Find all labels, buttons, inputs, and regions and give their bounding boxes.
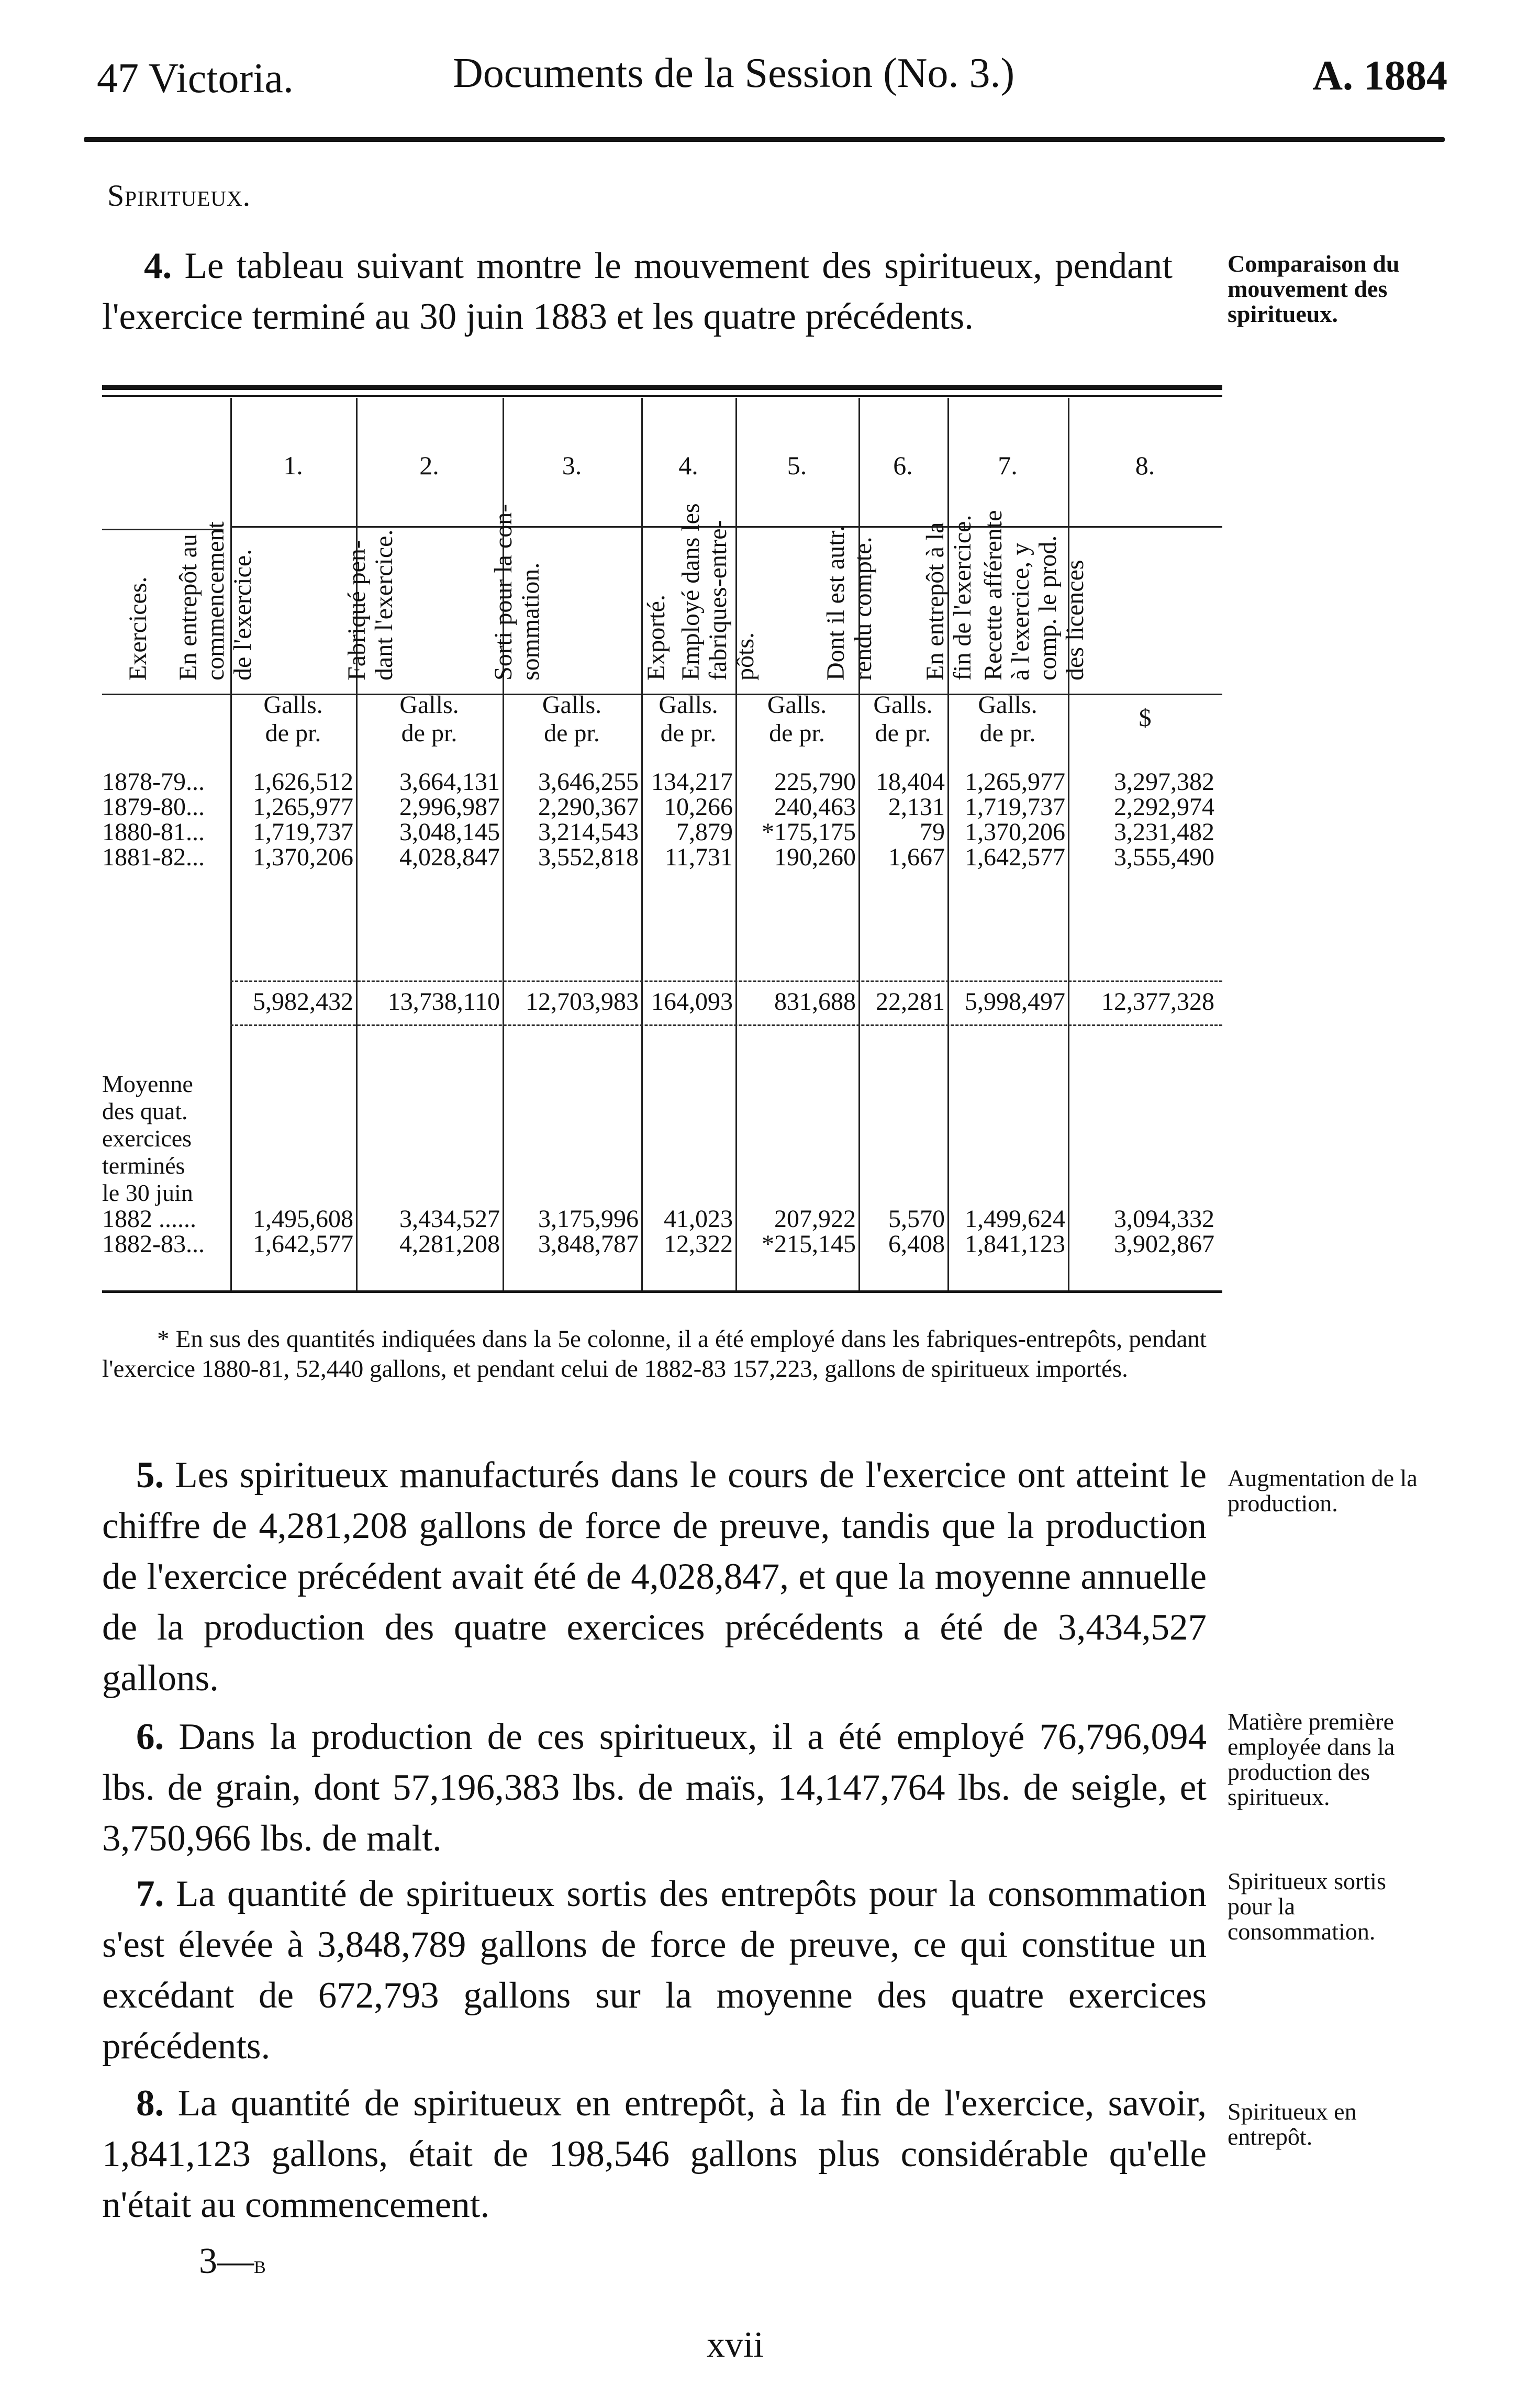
table-cell: 4,028,847 bbox=[399, 843, 500, 871]
table-cell: 13,738,110 bbox=[387, 988, 500, 1016]
unit-galls: Galls. bbox=[978, 691, 1038, 719]
margin-note-warehouse: Spiritueux en entrepôt. bbox=[1228, 2098, 1357, 2150]
unit-cell bbox=[858, 691, 947, 748]
table-cell: 2,131 bbox=[888, 793, 945, 821]
unit-proof: de pr. bbox=[660, 719, 717, 747]
table-cell: 3,434,527 bbox=[399, 1205, 500, 1233]
unit-galls: Galls. bbox=[873, 691, 933, 719]
row-year: 1878-79... bbox=[102, 768, 205, 796]
column-header-line: Employé dans les bbox=[677, 503, 705, 681]
paragraph-5 bbox=[102, 1450, 1207, 1704]
unit-proof: de pr. bbox=[401, 719, 458, 747]
table-cell: 1,495,608 bbox=[253, 1205, 353, 1233]
column-header-line: de l'exercice. bbox=[229, 549, 256, 681]
table-cell: 225,790 bbox=[774, 768, 856, 796]
table-cell: 1,841,123 bbox=[965, 1230, 1065, 1258]
table-cell: 1,642,577 bbox=[253, 1230, 353, 1258]
table-cell: 10,266 bbox=[664, 793, 733, 821]
table-cell: *175,175 bbox=[762, 818, 856, 846]
table-cell: 240,463 bbox=[774, 793, 856, 821]
table-cell: 1,719,737 bbox=[965, 793, 1065, 821]
unit-cell bbox=[356, 691, 503, 748]
unit-cell bbox=[503, 691, 641, 748]
table-cell: 164,093 bbox=[651, 988, 733, 1016]
average-label-line: des quat. bbox=[102, 1098, 188, 1124]
paragraph-text: Le tableau suivant montre le mouvement des spiritueux, pendant l'exercice terminé au 30 juin 1883 et les quatre précédents. bbox=[102, 246, 1173, 337]
column-divider bbox=[641, 398, 643, 1293]
table-cell: 5,570 bbox=[888, 1205, 945, 1233]
table-cell: 3,552,818 bbox=[538, 843, 639, 871]
paragraph-text: Les spiritueux manufacturés dans le cours de l'exercice ont atteint le chiffre de 4,281,208 gallons de force de preuve, tandis que la production de l'exercice précédent avait été de 4,028,847, et que la moyenne annuelle de la production des quatre exercices précédents a été de 3,434,527 gallons. bbox=[102, 1455, 1207, 1699]
table-cell: 18,404 bbox=[876, 768, 945, 796]
spirits-table bbox=[102, 385, 1228, 1296]
average-label-line: Moyenne bbox=[102, 1071, 193, 1097]
row-year: 1881-82... bbox=[102, 843, 205, 871]
table-cell: 6,408 bbox=[888, 1230, 945, 1258]
subtotal-rule bbox=[230, 1024, 1222, 1026]
column-header-line: rendu compte. bbox=[849, 537, 877, 681]
table-cell: 1,642,577 bbox=[965, 843, 1065, 871]
column-header-line: En entrepôt à la bbox=[921, 522, 949, 681]
paragraph-text: Dans la production de ces spiritueux, il a été employé 76,796,094 lbs. de grain, dont 57,196,383 lbs. de maïs, 14,147,764 lbs. de seigle, et 3,750,966 lbs. de malt. bbox=[102, 1716, 1207, 1859]
table-rule-bottom bbox=[102, 1290, 1222, 1293]
unit-cell bbox=[230, 691, 356, 748]
unit-proof: de pr. bbox=[769, 719, 825, 747]
unit-galls: Galls. bbox=[542, 691, 602, 719]
table-cell: 22,281 bbox=[876, 988, 945, 1016]
unit-proof: de pr. bbox=[875, 719, 931, 747]
unit-galls: Galls. bbox=[263, 691, 323, 719]
row-year: 1880-81... bbox=[102, 818, 205, 846]
unit-galls: Galls. bbox=[767, 691, 827, 719]
column-header-line: Exercices. bbox=[124, 576, 152, 681]
column-number: 3. bbox=[562, 451, 582, 480]
table-cell: 4,281,208 bbox=[399, 1230, 500, 1258]
column-header-line: Fabriqué pen- bbox=[343, 540, 371, 681]
table-rule-top-thin bbox=[102, 395, 1222, 397]
unit-cell bbox=[735, 691, 858, 748]
table-cell: 207,922 bbox=[774, 1205, 856, 1233]
paragraph-text: La quantité de spiritueux en entrepôt, à la fin de l'exercice, savoir, 1,841,123 gallons, était de 198,546 gallons plus considérable qu'elle n'était au commencement. bbox=[102, 2083, 1207, 2225]
column-header-line: fabriques-entre- bbox=[704, 520, 732, 681]
column-header-line: Sorti pour la con- bbox=[489, 504, 517, 681]
paragraph-4 bbox=[102, 241, 1173, 342]
table-cell: 3,048,145 bbox=[399, 818, 500, 846]
column-header-line: à l'exercice, y bbox=[1007, 542, 1034, 681]
margin-note-raw-material: Matière première employée dans la production des spiritueux. bbox=[1228, 1708, 1395, 1810]
table-cell: 134,217 bbox=[651, 768, 733, 796]
paragraph-number: 8. bbox=[136, 2083, 164, 2124]
unit-proof: de pr. bbox=[979, 719, 1036, 747]
subtotal-rule bbox=[230, 980, 1222, 982]
table-cell: 831,688 bbox=[774, 988, 856, 1016]
table-cell: 2,290,367 bbox=[538, 793, 639, 821]
row-year: 1879-80... bbox=[102, 793, 205, 821]
table-cell: 3,555,490 bbox=[1114, 843, 1214, 871]
table-cell: 12,377,328 bbox=[1101, 988, 1214, 1016]
header-right: A. 1884 bbox=[1312, 53, 1447, 99]
table-cell: 3,094,332 bbox=[1114, 1205, 1214, 1233]
paragraph-text: La quantité de spiritueux sortis des entrepôts pour la consommation s'est élevée à 3,848,789 gallons de force de preuve, ce qui constitue un excédant de 672,793 gallons sur la moyenne des quatre exercices précédents. bbox=[102, 1874, 1207, 2067]
margin-note-consumption: Spiritueux sortis pour la consommation. bbox=[1228, 1868, 1386, 1945]
average-label-line: le 30 juin bbox=[102, 1179, 193, 1206]
column-header-line: Dont il est autr. bbox=[822, 526, 850, 681]
column-header-line: pôts. bbox=[731, 632, 759, 681]
table-cell: 3,646,255 bbox=[538, 768, 639, 796]
paragraph-6 bbox=[102, 1712, 1207, 1864]
unit-cell bbox=[1068, 704, 1222, 732]
unit-galls: Galls. bbox=[399, 691, 459, 719]
table-cell: 1,719,737 bbox=[253, 818, 353, 846]
column-number: 6. bbox=[893, 451, 913, 480]
table-rule-top bbox=[102, 385, 1222, 390]
column-header-line: fin de l'exercice. bbox=[949, 515, 976, 681]
section-title: Spiritueux. bbox=[107, 179, 251, 213]
row-year: 1882-83... bbox=[102, 1230, 205, 1258]
table-cell: 1,265,977 bbox=[253, 793, 353, 821]
header-left: 47 Victoria. bbox=[97, 55, 294, 102]
column-header-line: En entrepôt au bbox=[174, 534, 202, 681]
column-number: 4. bbox=[678, 451, 698, 480]
margin-note-production: Augmentation de la production. bbox=[1228, 1465, 1418, 1517]
table-cell: 41,023 bbox=[664, 1205, 733, 1233]
unit-proof: de pr. bbox=[265, 719, 321, 747]
table-cell: 5,982,432 bbox=[253, 988, 353, 1016]
unit-cell bbox=[641, 691, 735, 748]
page-folio: xvii bbox=[707, 2325, 764, 2365]
header-rule bbox=[84, 137, 1445, 142]
column-header-line: comp. le prod. bbox=[1034, 535, 1062, 681]
table-cell: 12,703,983 bbox=[526, 988, 639, 1016]
signature-main: 3— bbox=[199, 2241, 254, 2281]
header-center: Documents de la Session (No. 3.) bbox=[453, 50, 1015, 96]
unit-galls: Galls. bbox=[659, 691, 718, 719]
margin-note-comparison: Comparaison du mouvement des spiritueux. bbox=[1228, 250, 1400, 327]
row-year: 1882 ...... bbox=[102, 1205, 196, 1233]
average-label-line: exercices bbox=[102, 1125, 192, 1152]
table-cell: 3,231,482 bbox=[1114, 818, 1214, 846]
column-header-line: Exporté. bbox=[642, 595, 670, 681]
table-footnote: * En sus des quantités indiquées dans la 5e colonne, il a été employé dans les fabriques-entrepôts, pendant l'exercice 1880-81, 52,440 gallons, et pendant celui de 1882-83 157,223, gallons de spiritueux importés. bbox=[102, 1325, 1207, 1383]
unit-dollar: $ bbox=[1139, 704, 1152, 732]
table-cell: 3,902,867 bbox=[1114, 1230, 1214, 1258]
table-cell: 11,731 bbox=[664, 843, 733, 871]
column-number: 1. bbox=[283, 451, 303, 480]
table-cell: 3,175,996 bbox=[538, 1205, 639, 1233]
table-cell: *215,145 bbox=[762, 1230, 856, 1258]
table-cell: 1,370,206 bbox=[253, 843, 353, 871]
paragraph-8 bbox=[102, 2078, 1207, 2231]
running-header bbox=[97, 50, 1447, 113]
table-cell: 7,879 bbox=[676, 818, 733, 846]
table-cell: 3,297,382 bbox=[1114, 768, 1214, 796]
paragraph-number: 6. bbox=[136, 1716, 164, 1757]
table-cell: 1,667 bbox=[888, 843, 945, 871]
table-cell: 1,499,624 bbox=[965, 1205, 1065, 1233]
column-number: 2. bbox=[419, 451, 439, 480]
column-header-line: des licences bbox=[1061, 560, 1089, 681]
paragraph-7 bbox=[102, 1869, 1207, 2072]
paragraph-number: 4. bbox=[144, 246, 172, 286]
unit-cell bbox=[947, 691, 1068, 748]
column-number: 8. bbox=[1135, 451, 1155, 480]
signature-small: b bbox=[254, 2251, 266, 2279]
paragraph-number: 5. bbox=[136, 1455, 164, 1496]
table-cell: 1,265,977 bbox=[965, 768, 1065, 796]
table-cell: 3,848,787 bbox=[538, 1230, 639, 1258]
average-label-line: terminés bbox=[102, 1152, 185, 1179]
paragraph-number: 7. bbox=[136, 1874, 164, 1914]
average-label bbox=[102, 1071, 193, 1207]
table-cell: 3,214,543 bbox=[538, 818, 639, 846]
column-header-line: commencement bbox=[202, 521, 229, 681]
column-header-line: sommation. bbox=[517, 562, 544, 681]
table-cell: 3,664,131 bbox=[399, 768, 500, 796]
table-cell: 2,292,974 bbox=[1114, 793, 1214, 821]
table-cell: 1,626,512 bbox=[253, 768, 353, 796]
column-number: 7. bbox=[998, 451, 1018, 480]
column-header-line: dant l'exercice. bbox=[370, 529, 398, 681]
table-cell: 5,998,497 bbox=[965, 988, 1065, 1016]
unit-proof: de pr. bbox=[544, 719, 600, 747]
table-cell: 12,322 bbox=[664, 1230, 733, 1258]
signature-mark bbox=[199, 2240, 266, 2282]
table-cell: 190,260 bbox=[774, 843, 856, 871]
table-cell: 2,996,987 bbox=[399, 793, 500, 821]
table-cell: 79 bbox=[920, 818, 945, 846]
column-number: 5. bbox=[787, 451, 807, 480]
table-cell: 1,370,206 bbox=[965, 818, 1065, 846]
column-header-line: Recette afférente bbox=[979, 510, 1007, 681]
